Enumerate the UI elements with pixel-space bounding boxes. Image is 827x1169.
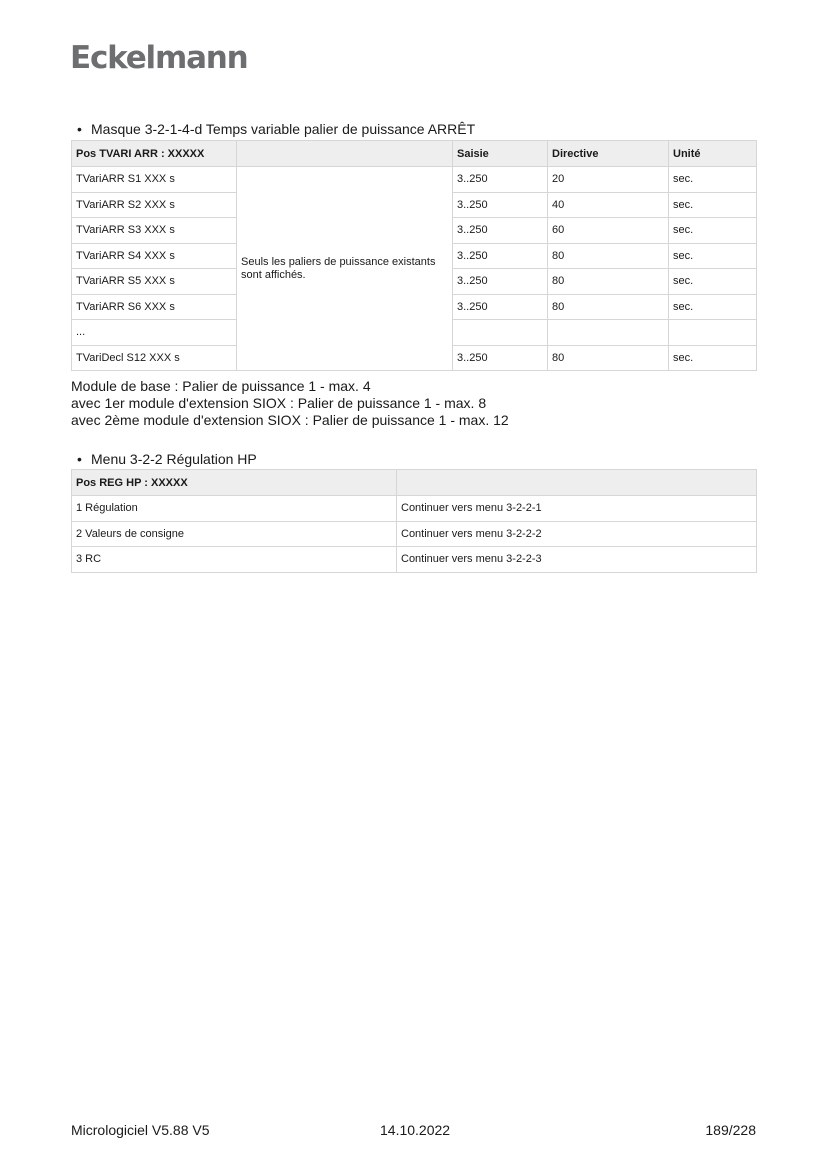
bullet-icon: • <box>77 121 82 137</box>
row-unite: sec. <box>669 294 757 320</box>
reg-hp-table <box>71 469 757 573</box>
row-label: TVariARR S2 XXX s <box>72 192 237 218</box>
row-saisie: 3..250 <box>453 167 548 193</box>
module-info <box>71 378 509 429</box>
section2-title: Menu 3-2-2 Régulation HP <box>91 451 257 467</box>
row-unite <box>669 320 757 346</box>
footer-page-number: 189/228 <box>705 1122 756 1138</box>
row-directive: 80 <box>548 243 669 269</box>
header-empty <box>237 141 453 167</box>
row-action: Continuer vers menu 3-2-2-1 <box>397 496 757 522</box>
row-label: TVariARR S6 XXX s <box>72 294 237 320</box>
table-header-row <box>72 470 757 496</box>
footer-firmware: Micrologiciel V5.88 V5 <box>71 1122 210 1138</box>
header-pos: Pos REG HP : XXXXX <box>72 470 397 496</box>
module-line: avec 2ème module d'extension SIOX : Palier de puissance 1 - max. 12 <box>71 412 509 428</box>
table-row <box>72 496 757 522</box>
row-label: TVariARR S4 XXX s <box>72 243 237 269</box>
row-directive: 40 <box>548 192 669 218</box>
tvari-arr-table <box>71 140 757 371</box>
row-unite: sec. <box>669 192 757 218</box>
section2-heading <box>77 451 257 467</box>
row-label: TVariDecl S12 XXX s <box>72 345 237 371</box>
row-directive: 20 <box>548 167 669 193</box>
module-line: Module de base : Palier de puissance 1 - max. 4 <box>71 378 371 394</box>
row-directive: 80 <box>548 345 669 371</box>
row-label: 2 Valeurs de consigne <box>72 521 397 547</box>
row-directive: 80 <box>548 294 669 320</box>
row-action: Continuer vers menu 3-2-2-2 <box>397 521 757 547</box>
row-saisie: 3..250 <box>453 345 548 371</box>
row-unite: sec. <box>669 167 757 193</box>
row-label: TVariARR S3 XXX s <box>72 218 237 244</box>
row-saisie: 3..250 <box>453 294 548 320</box>
row-label: 3 RC <box>72 547 397 573</box>
row-directive: 60 <box>548 218 669 244</box>
section1-heading <box>77 121 475 137</box>
table-row <box>72 547 757 573</box>
row-unite: sec. <box>669 269 757 295</box>
row-saisie: 3..250 <box>453 243 548 269</box>
eckelmann-logo: Eckelmann <box>70 40 248 76</box>
note-cell: Seuls les paliers de puissance existants sont affichés. <box>237 167 453 371</box>
row-saisie: 3..250 <box>453 218 548 244</box>
row-label: 1 Régulation <box>72 496 397 522</box>
table-header-row <box>72 141 757 167</box>
row-label: TVariARR S5 XXX s <box>72 269 237 295</box>
row-unite: sec. <box>669 345 757 371</box>
row-action: Continuer vers menu 3-2-2-3 <box>397 547 757 573</box>
table-row <box>72 521 757 547</box>
module-line: avec 1er module d'extension SIOX : Palier de puissance 1 - max. 8 <box>71 395 487 411</box>
header-unite: Unité <box>669 141 757 167</box>
header-empty <box>397 470 757 496</box>
row-saisie: 3..250 <box>453 192 548 218</box>
table-row <box>72 167 757 193</box>
row-unite: sec. <box>669 218 757 244</box>
row-directive <box>548 320 669 346</box>
row-saisie <box>453 320 548 346</box>
row-label: ... <box>72 320 237 346</box>
row-label: TVariARR S1 XXX s <box>72 167 237 193</box>
row-saisie: 3..250 <box>453 269 548 295</box>
section1-title: Masque 3-2-1-4-d Temps variable palier de puissance ARRÊT <box>91 121 476 137</box>
row-unite: sec. <box>669 243 757 269</box>
header-pos: Pos TVARI ARR : XXXXX <box>72 141 237 167</box>
header-directive: Directive <box>548 141 669 167</box>
row-directive: 80 <box>548 269 669 295</box>
bullet-icon: • <box>77 451 82 467</box>
header-saisie: Saisie <box>453 141 548 167</box>
footer-date: 14.10.2022 <box>380 1122 451 1138</box>
